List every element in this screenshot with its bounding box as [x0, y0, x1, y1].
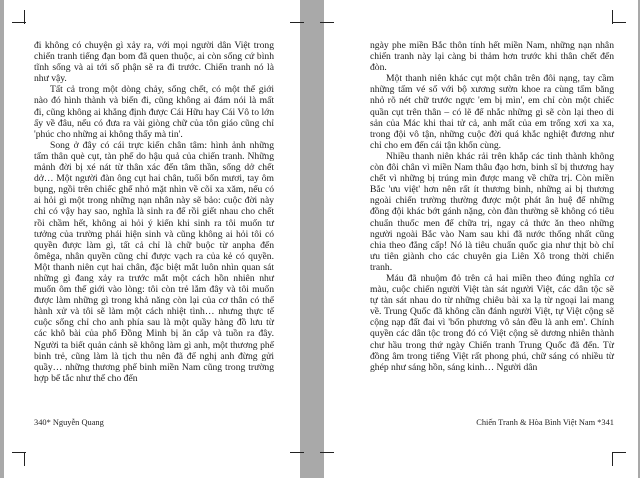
crop-mark	[612, 452, 626, 453]
left-paragraph-2: Tất cả trong một dòng chảy, sống chết, có một thế giới nào đó hình thành và biến đi, cũng không ai đám nói là mất đi, cũng không ai khẳng định được Cái Hữu hay Cái Vô to lớn ấy về đâu, nếu có đưa ra vài giòng chữ của tôn giáo cũng chỉ 'phúc cho những ai không thấy mà tin'.	[34, 84, 274, 140]
left-paragraph-3: Song ở đây có cái trực kiến chân tâm: hình ảnh những tấm thân què cụt, tàn phế do hậu quả của chiến tranh. Những mảnh đời bị xé nát từ thân xác đến tâm thần, sống dở chết dở… Một người đàn ông cụt hai chân, tuổi bốn mươi, tay ôm bụng, ngồi trên chiếc ghế nhỏ mặt nhìn về cõi xa xăm, nếu có ai hỏi gì một trong những nạn nhân này sẽ bảo: cuộc đời này chỉ có vậy hay sao, nghĩa là sinh ra để rồi giết nhau cho chết rồi chầm hết, không ai hỏi ý kiến khi sinh ra tôi muốn tư tưởng của trường phái hiện sinh và cũng không ai hỏi tôi có quyền được làm gì, tất cả chỉ là chữ buộc từ anpha đến ômêga, nhân quyền cũng chỉ được vạch ra của kẻ có quyền. Một thanh niên cụt hai chân, đặc biệt mắt luôn nhìn quan sát những gì đang xảy ra trước mắt một cách hồn nhiên như muốn ôm thế giới vào lòng: tôi còn trẻ lắm đây và tôi muốn được làm những gì trong khả năng còn lại của cơ thân có thể hành xử và tôi sẽ làm một cách nhiệt tình… nhưng thực tế cuộc sống chỉ cho anh phía sau là một quầy hàng đồ lưu từ các khô bài của phố Đồng Minh bị ăn cắp và tuồn ra đây. Người ta biết quản cảnh sẽ không làm gì anh, một thương phế binh trẻ, cũng làm là tịch thu nên đã để nghị anh đừng gửi quầy… những thương phế binh miền Nam cũng trong trường hợp bế tắc như thế cho đến	[34, 139, 274, 384]
crop-mark	[320, 452, 334, 453]
right-page-footer: Chiến Tranh & Hòa Bình Việt Nam *341	[476, 418, 614, 427]
left-page	[4, 0, 300, 478]
right-paragraph-1: ngày phe miền Bắc thôn tính hết miền Nam, những nạn nhân chiến tranh này lại càng bi thảm hơn trước khi thân chết đến đòn.	[370, 40, 614, 74]
crop-mark	[290, 22, 304, 23]
left-page-footer: 340* Nguyễn Quang	[34, 418, 104, 427]
crop-mark	[612, 10, 613, 24]
right-paragraph-4: Máu đã nhuộm đỏ trên cả hai miền theo đúng nghĩa cơ màu, cuộc chiến người Việt tàn sát người Việt, các dân tộc sẽ tự tàn sát nhau do từ những chiêu bài xa lạ từ ngoại lai mang về. Trung Quốc đã không cần đánh người Việt, tự Việt cộng sẽ cộng nạp đất đai vì 'bốn phương vô sản đều là anh em'. Chính quyền các dân tộc trong đó có Việt cộng sẽ dương nhiên thành chư hầu trong thứ ngày Chiến tranh Trung Quốc đã đến. Từ đồng âm trong tiếng Việt rất phong phú, chữ sáng có nhiều từ ghép như sáng hồn, sáng kinh… Người dân	[370, 272, 614, 373]
crop-mark	[24, 452, 25, 466]
crop-mark	[612, 452, 613, 466]
right-paragraph-2: Một thanh niên khác cụt một chân trên đôi nạng, tay cầm những tấm vé số với bộ xương sườn khoe ra cùng tấm băng nhỏ rõ nét chữ trước ngực 'em bị mìn', em chỉ còn một chiếc quần cụt trên thân – có lẽ để nhắc những gì sẽ còn lại theo di sản của Mác khi thai tử cả, anh mất của em trống xơi xa xa, trong đội vô tận, những cuộc đời quá khắc nghiệt đương như chỉ cho em đến cái tận khốn cùng.	[370, 73, 614, 151]
crop-mark	[24, 10, 25, 24]
right-page-text	[370, 40, 614, 373]
crop-mark	[320, 22, 334, 23]
left-page-text	[34, 40, 274, 384]
crop-mark	[290, 452, 304, 453]
right-paragraph-3: Nhiều thanh niên khác rải trên khắp các tỉnh thành không còn đôi chân vì miền Nam thâu đạo hơn, binh sĩ bị thương hay chết vì những bị trúng mìn được mang về chữa trị. Còn miền Bắc 'ưu việt' hơn nên rất ít thương binh, những ai bị thương ngoài chiến trường thường được một phát ân huệ để những đồng đội khác bớt gánh nặng, còn đàn thường sẽ không có tiêu chuẩn thuốc men để chữa trị, ngay cả thức ăn theo những người ngoài Bắc vào Nam sau khi đã nước thống nhất cũng chia theo đẳng cấp! Nó là tiêu chuẩn quốc gia như thịt bò chỉ ưu tiên giành cho các chuyên gia Liên Xô trong thời chiến tranh.	[370, 150, 614, 273]
crop-mark	[612, 22, 626, 23]
right-page	[324, 0, 638, 478]
left-paragraph-1: đi không có chuyện gì xảy ra, với mọi người dân Việt trong chiến tranh tiếng đạn bom đã quen thuộc, ai còn sống cứ bình tĩnh sống và ai tới số phận sẽ ra đi trước. Chiến tranh nó là như vậy.	[34, 40, 274, 85]
